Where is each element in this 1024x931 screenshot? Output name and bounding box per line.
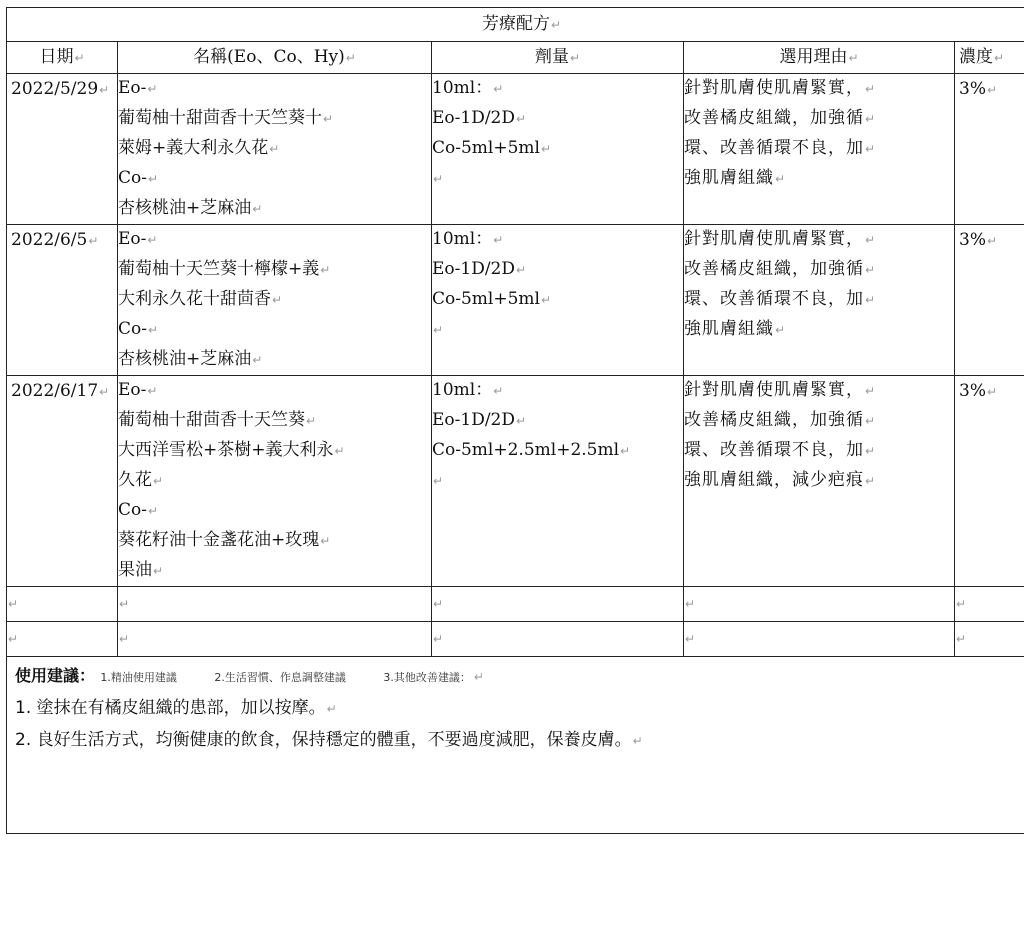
dosage-cell	[432, 376, 684, 587]
cell-line: 針對肌膚使肌膚緊實，↵	[684, 78, 877, 98]
reason-cell	[684, 225, 955, 376]
return-mark-icon: ↵	[516, 112, 527, 126]
advice-item: 2. 良好生活方式，均衡健康的飲食，保持穩定的體重，不要過度減肥，保養皮膚。↵	[15, 730, 643, 750]
cell-line: Co-↵	[118, 168, 159, 188]
return-mark-icon: ↵	[865, 263, 877, 277]
reason-cell	[684, 376, 955, 587]
empty-cell: ↵	[432, 587, 684, 622]
header-dosage: 劑量↵	[432, 42, 684, 74]
advice-categories: 1.精油使用建議 2.生活習慣、作息調整建議 3.其他改善建議： ↵	[100, 670, 484, 684]
return-mark-icon: ↵	[493, 82, 504, 96]
cell-line: Eo-↵	[118, 229, 158, 249]
return-mark-icon: ↵	[88, 234, 99, 248]
return-mark-icon: ↵	[551, 18, 562, 32]
return-mark-icon: ↵	[865, 293, 877, 307]
return-mark-icon: ↵	[147, 82, 158, 96]
cell-line	[432, 466, 683, 496]
table-title	[7, 8, 1024, 42]
empty-cell: ↵	[955, 622, 1024, 657]
cell-line: 環、改善循環不良，加↵	[684, 440, 877, 460]
return-mark-icon: ↵	[147, 233, 158, 247]
cell-line: 葵花籽油十金盞花油+玫瑰↵	[118, 530, 331, 550]
advice-category: 2.生活習慣、作息調整建議	[214, 671, 346, 684]
return-mark-icon: ↵	[775, 323, 787, 337]
cell-line: 強肌膚組織↵	[684, 319, 787, 339]
header-reason: 選用理由↵	[684, 42, 955, 74]
return-mark-icon: ↵	[153, 474, 164, 488]
cell-line: 10ml：↵	[432, 380, 504, 400]
return-mark-icon: ↵	[306, 414, 317, 428]
return-mark-icon: ↵	[986, 385, 998, 399]
empty-cell: ↵	[684, 587, 955, 622]
return-mark-icon: ↵	[493, 233, 504, 247]
return-mark-icon: ↵	[147, 384, 158, 398]
cell-line: 大利永久花十甜茴香↵	[118, 289, 283, 309]
cell-line: Eo-↵	[118, 380, 158, 400]
cell-line	[432, 315, 683, 345]
empty-cell: ↵	[955, 587, 1024, 622]
return-mark-icon: ↵	[620, 444, 631, 458]
return-mark-icon: ↵	[433, 323, 444, 337]
formula-rows	[7, 74, 1024, 587]
return-mark-icon: ↵	[540, 293, 552, 307]
cell-line: Eo-1D/2D↵	[432, 259, 527, 279]
date-cell: 2022/6/17↵	[7, 376, 118, 587]
formula-table	[6, 7, 1024, 834]
return-mark-icon: ↵	[252, 202, 263, 216]
return-mark-icon: ↵	[148, 504, 159, 518]
return-mark-icon: ↵	[252, 353, 263, 367]
empty-cell: ↵	[432, 622, 684, 657]
cell-line: Co-↵	[118, 319, 159, 339]
advice-item: 1. 塗抹在有橘皮組織的患部，加以按摩。↵	[15, 698, 337, 718]
cell-line: 強肌膚組織↵	[684, 168, 787, 188]
return-mark-icon: ↵	[865, 112, 877, 126]
table-row	[7, 376, 1024, 587]
cell-line: 針對肌膚使肌膚緊實，↵	[684, 380, 877, 400]
cell-line: 強肌膚組織，減少疤痕↵	[684, 470, 877, 490]
cell-line: 10ml：↵	[432, 78, 504, 98]
return-mark-icon: ↵	[516, 263, 527, 277]
return-mark-icon: ↵	[775, 172, 787, 186]
return-mark-icon: ↵	[433, 474, 444, 488]
return-mark-icon: ↵	[272, 293, 283, 307]
name-cell	[118, 225, 432, 376]
header-date: 日期↵	[7, 42, 118, 74]
table-title-text: 芳療配方	[482, 14, 550, 34]
return-mark-icon: ↵	[320, 263, 331, 277]
concentration-cell: 3%↵	[955, 376, 1024, 587]
cell-line: 久花↵	[118, 470, 164, 490]
return-mark-icon: ↵	[493, 384, 504, 398]
cell-line: 環、改善循環不良，加↵	[684, 289, 877, 309]
date-cell: 2022/5/29↵	[7, 74, 118, 225]
dosage-cell	[432, 74, 684, 225]
cell-line: 杏核桃油+芝麻油↵	[118, 198, 263, 218]
cell-line: 萊姆+義大利永久花↵	[118, 138, 280, 158]
return-mark-icon: ↵	[986, 234, 998, 248]
cell-line: Eo-1D/2D↵	[432, 410, 527, 430]
concentration-cell: 3%↵	[955, 74, 1024, 225]
return-mark-icon: ↵	[540, 142, 552, 156]
return-mark-icon: ↵	[148, 323, 159, 337]
return-mark-icon: ↵	[99, 385, 110, 399]
cell-line: 杏核桃油+芝麻油↵	[118, 349, 263, 369]
cell-line: 果油↵	[118, 560, 164, 580]
cell-line: 大西洋雪松+茶樹+義大利永↵	[118, 440, 345, 460]
name-cell	[118, 74, 432, 225]
return-mark-icon: ↵	[865, 474, 877, 488]
empty-cell: ↵	[7, 622, 118, 657]
return-mark-icon: ↵	[516, 414, 527, 428]
return-mark-icon: ↵	[865, 414, 877, 428]
header-concentration: 濃度↵	[955, 42, 1024, 74]
cell-line: Co-↵	[118, 500, 159, 520]
return-mark-icon: ↵	[865, 444, 877, 458]
return-mark-icon: ↵	[865, 142, 877, 156]
return-mark-icon: ↵	[148, 172, 159, 186]
cell-line: Co-5ml+5ml↵	[432, 138, 552, 158]
cell-line: 環、改善循環不良，加↵	[684, 138, 877, 158]
concentration-cell: 3%↵	[955, 225, 1024, 376]
empty-cell: ↵	[118, 587, 432, 622]
return-mark-icon: ↵	[986, 83, 998, 97]
reason-cell	[684, 74, 955, 225]
empty-cell: ↵	[684, 622, 955, 657]
return-mark-icon: ↵	[153, 564, 164, 578]
advice-category: 3.其他改善建議：	[383, 671, 471, 684]
cell-line: 葡萄柚十天竺葵十檸檬+義↵	[118, 259, 331, 279]
return-mark-icon: ↵	[865, 233, 877, 247]
cell-line: 10ml：↵	[432, 229, 504, 249]
return-mark-icon: ↵	[269, 142, 280, 156]
empty-cell: ↵	[118, 622, 432, 657]
cell-line: Co-5ml+2.5ml+2.5ml↵	[432, 440, 631, 460]
return-mark-icon: ↵	[865, 82, 877, 96]
cell-line: 針對肌膚使肌膚緊實，↵	[684, 229, 877, 249]
empty-cell: ↵	[7, 587, 118, 622]
usage-advice	[7, 657, 1024, 834]
return-mark-icon: ↵	[320, 534, 331, 548]
advice-category: 1.精油使用建議	[100, 671, 177, 684]
cell-line: Co-5ml+5ml↵	[432, 289, 552, 309]
cell-line: 葡萄柚十甜茴香十天竺葵十↵	[118, 108, 334, 128]
cell-line: 葡萄柚十甜茴香十天竺葵↵	[118, 410, 317, 430]
cell-line: 改善橘皮組織，加強循↵	[684, 259, 877, 279]
advice-title: 使用建議：	[15, 666, 96, 685]
cell-line: Eo-1D/2D↵	[432, 108, 527, 128]
table-row	[7, 225, 1024, 376]
dosage-cell	[432, 225, 684, 376]
date-cell: 2022/6/5↵	[7, 225, 118, 376]
table-row	[7, 74, 1024, 225]
cell-line	[432, 164, 683, 194]
cell-line: 改善橘皮組織，加強循↵	[684, 108, 877, 128]
cell-line: Eo-↵	[118, 78, 158, 98]
cell-line: 改善橘皮組織，加強循↵	[684, 410, 877, 430]
header-name: 名稱(Eo、Co、Hy)↵	[118, 42, 432, 74]
return-mark-icon: ↵	[433, 172, 444, 186]
return-mark-icon: ↵	[865, 384, 877, 398]
return-mark-icon: ↵	[334, 444, 345, 458]
name-cell	[118, 376, 432, 587]
return-mark-icon: ↵	[99, 83, 110, 97]
return-mark-icon: ↵	[323, 112, 334, 126]
